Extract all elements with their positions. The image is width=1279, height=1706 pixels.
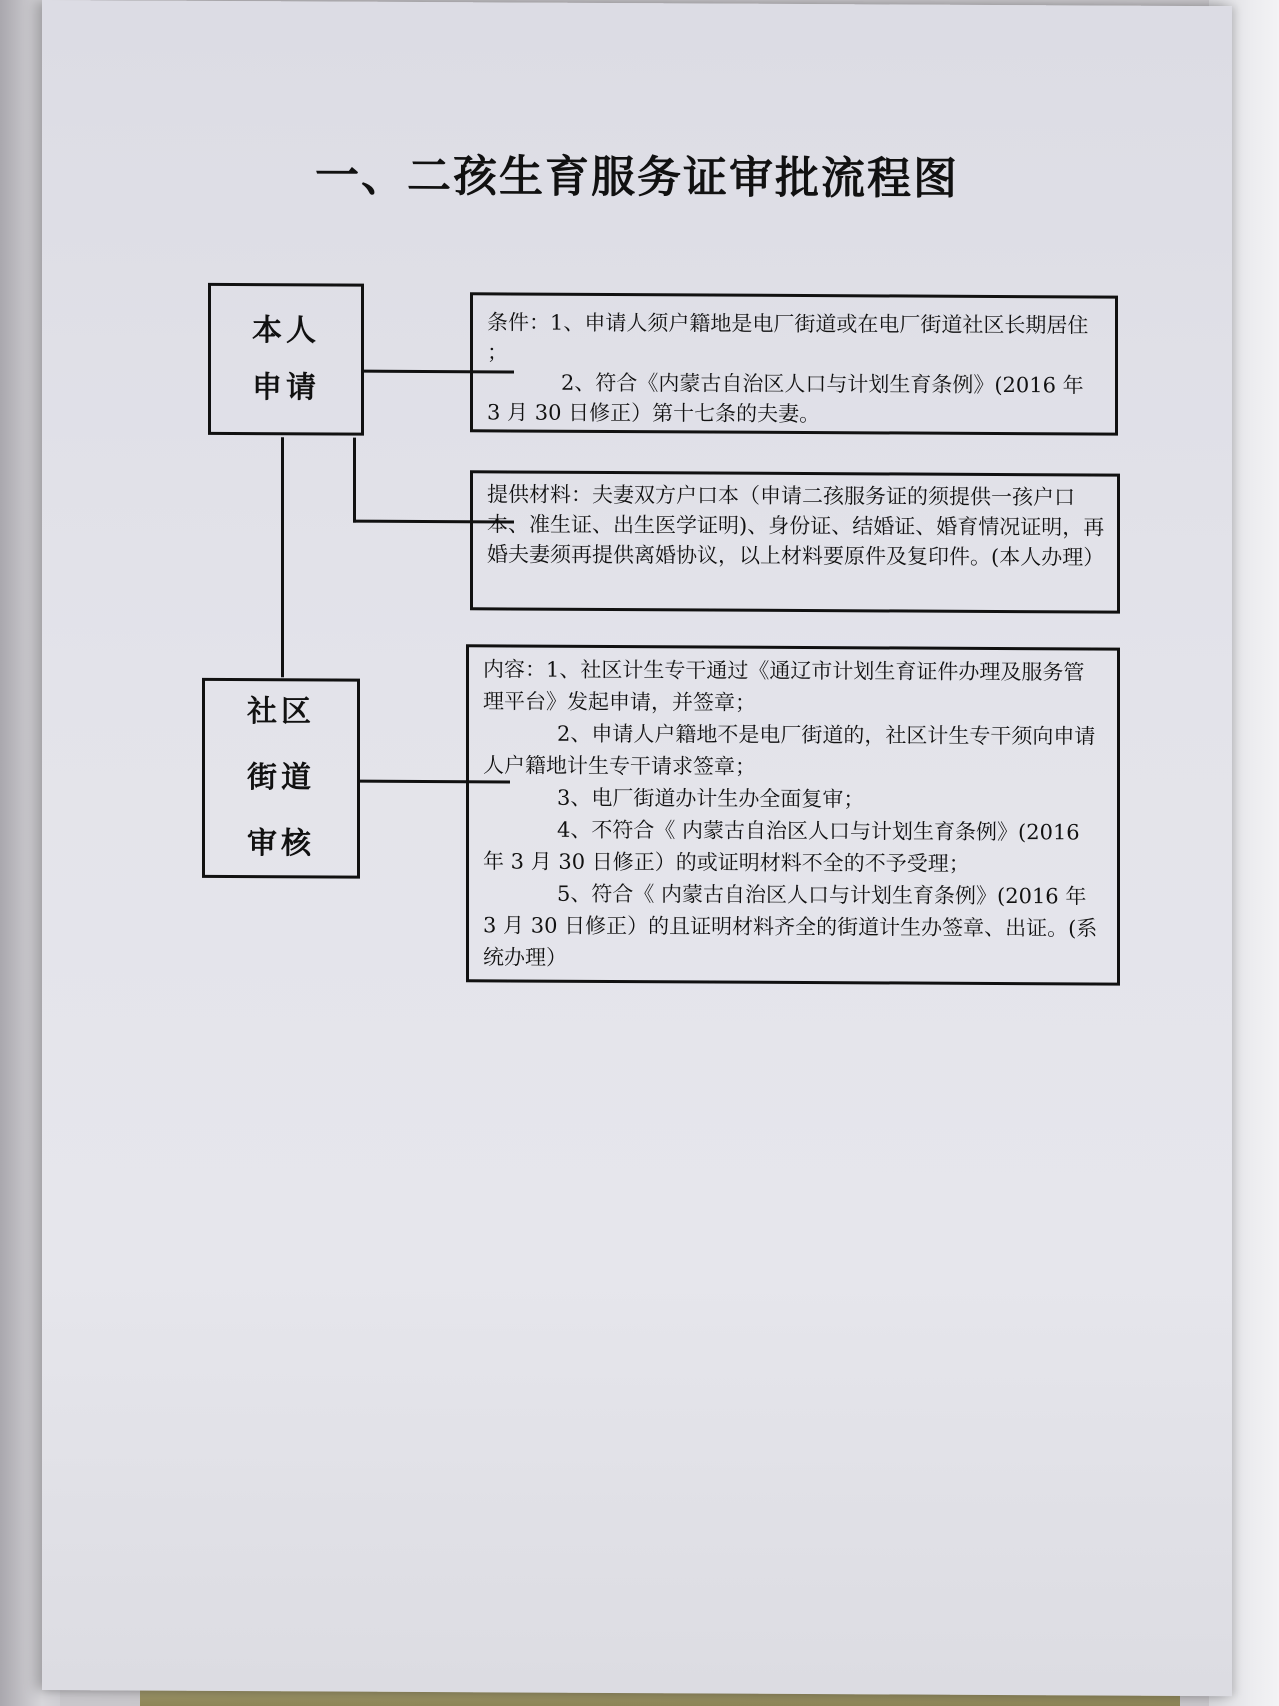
step-apply-label-line1: 本人 bbox=[252, 313, 320, 349]
review-item-3: 3、电厂街道办计生办全面复审； bbox=[557, 785, 865, 812]
connector-vertical-main bbox=[281, 437, 284, 677]
step-apply-label-line2: 申请 bbox=[252, 370, 320, 406]
step-review-box bbox=[202, 678, 360, 879]
condition-1: 条件：1、申请人须户籍地是电厂街道或在电厂街道社区长期居住 ； bbox=[487, 310, 1089, 365]
conditions-box bbox=[470, 292, 1118, 435]
condition-2: 2、符合《内蒙古自治区人口与计划生育条例》(2016 年 3 月 30 日修正）第十七条的夫妻。 bbox=[487, 370, 1084, 427]
materials-text: 提供材料：夫妻双方户口本（申请二孩服务证的须提供一孩户口本、准生证、出生医学证明)、身份证、结婚证、婚育情况证明，再婚夫妻须再提供离婚协议，以上材料要原件及复印件。(本人办理） bbox=[487, 482, 1105, 570]
step-review-label-line3: 审核 bbox=[247, 826, 315, 862]
page-title: 一、二孩生育服务证审批流程图 bbox=[315, 150, 959, 205]
review-item-5: 5、符合《 内蒙古自治区人口与计划生育条例》(2016 年 3 月 30 日修正）的且证明材料齐全的街道计生办签章、出证。(系统办理） bbox=[483, 881, 1098, 970]
step-review-label-line1: 社区 bbox=[247, 694, 315, 730]
step-review-label-line2: 街道 bbox=[247, 760, 315, 796]
review-item-1: 内容：1、社区计生专干通过《通辽市计划生育证件办理及服务管理平台》发起申请，并签章； bbox=[483, 657, 1085, 715]
document-page bbox=[42, 0, 1232, 1696]
review-item-4: 4、不符合《 内蒙古自治区人口与计划生育条例》(2016 年 3 月 30 日修正）的或证明材料不全的不予受理； bbox=[483, 817, 1080, 876]
materials-box bbox=[470, 470, 1120, 613]
review-content-box bbox=[466, 644, 1120, 985]
connector-step1-branch-vertical bbox=[353, 438, 356, 523]
review-item-2: 2、申请人户籍地不是电厂街道的，社区计生专干须向申请人户籍地计生专干请求签章； bbox=[483, 721, 1096, 779]
step-apply-box bbox=[208, 283, 364, 436]
